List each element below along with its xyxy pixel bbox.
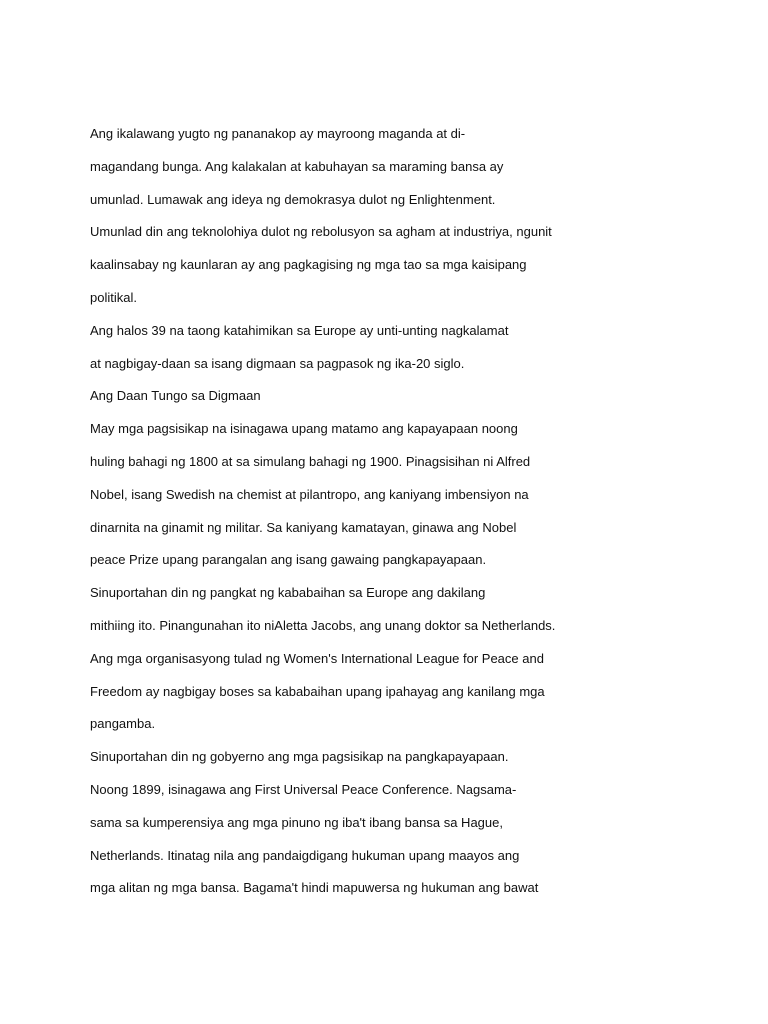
text-line: kaalinsabay ng kaunlaran ay ang pagkagising ng mga tao sa mga kaisipang bbox=[90, 257, 527, 273]
text-line: Nobel, isang Swedish na chemist at pilantropo, ang kaniyang imbensiyon na bbox=[90, 486, 529, 502]
text-line: mithiing ito. Pinangunahan ito niAletta Jacobs, ang unang doktor sa Netherlands. bbox=[90, 617, 556, 633]
text-line: Ang mga organisasyong tulad ng Women's International League for Peace and bbox=[90, 650, 544, 666]
text-line: pangamba. bbox=[90, 716, 156, 732]
text-line: Freedom ay nagbigay boses sa kababaihan upang ipahayag ang kanilang mga bbox=[90, 683, 545, 699]
text-line: umunlad. Lumawak ang ideya ng demokrasya dulot ng Enlightenment. bbox=[90, 191, 496, 207]
text-line: Sinuportahan din ng gobyerno ang mga pagsisikap na pangkapayapaan. bbox=[90, 749, 509, 765]
text-line: mga alitan ng mga bansa. Bagama't hindi mapuwersa ng hukuman ang bawat bbox=[90, 880, 539, 896]
text-line: Sinuportahan din ng pangkat ng kababaihan sa Europe ang dakilang bbox=[90, 585, 486, 601]
text-line: May mga pagsisikap na isinagawa upang matamo ang kapayapaan noong bbox=[90, 421, 518, 437]
document-body bbox=[90, 124, 710, 911]
text-line: magandang bunga. Ang kalakalan at kabuhayan sa maraming bansa ay bbox=[90, 158, 504, 174]
text-line: at nagbigay-daan sa isang digmaan sa pagpasok ng ika-20 siglo. bbox=[90, 355, 465, 371]
text-line: sama sa kumperensiya ang mga pinuno ng iba't ibang bansa sa Hague, bbox=[90, 814, 503, 830]
text-line: Umunlad din ang teknolohiya dulot ng rebolusyon sa agham at industriya, ngunit bbox=[90, 224, 552, 240]
text-line: politikal. bbox=[90, 289, 137, 305]
text-line: dinarnita na ginamit ng militar. Sa kaniyang kamatayan, ginawa ang Nobel bbox=[90, 519, 517, 535]
text-line: Noong 1899, isinagawa ang First Universal Peace Conference. Nagsama- bbox=[90, 781, 517, 797]
text-line: Netherlands. Itinatag nila ang pandaigdigang hukuman upang maayos ang bbox=[90, 847, 520, 863]
text-line: Ang ikalawang yugto ng pananakop ay mayroong maganda at di- bbox=[90, 126, 466, 141]
text-line: Ang halos 39 na taong katahimikan sa Europe ay unti-unting nagkalamat bbox=[90, 322, 509, 338]
text-line: peace Prize upang parangalan ang isang gawaing pangkapayapaan. bbox=[90, 552, 487, 568]
section-heading: Ang Daan Tungo sa Digmaan bbox=[90, 388, 261, 404]
text-line: huling bahagi ng 1800 at sa simulang bahagi ng 1900. Pinagsisihan ni Alfred bbox=[90, 453, 531, 469]
